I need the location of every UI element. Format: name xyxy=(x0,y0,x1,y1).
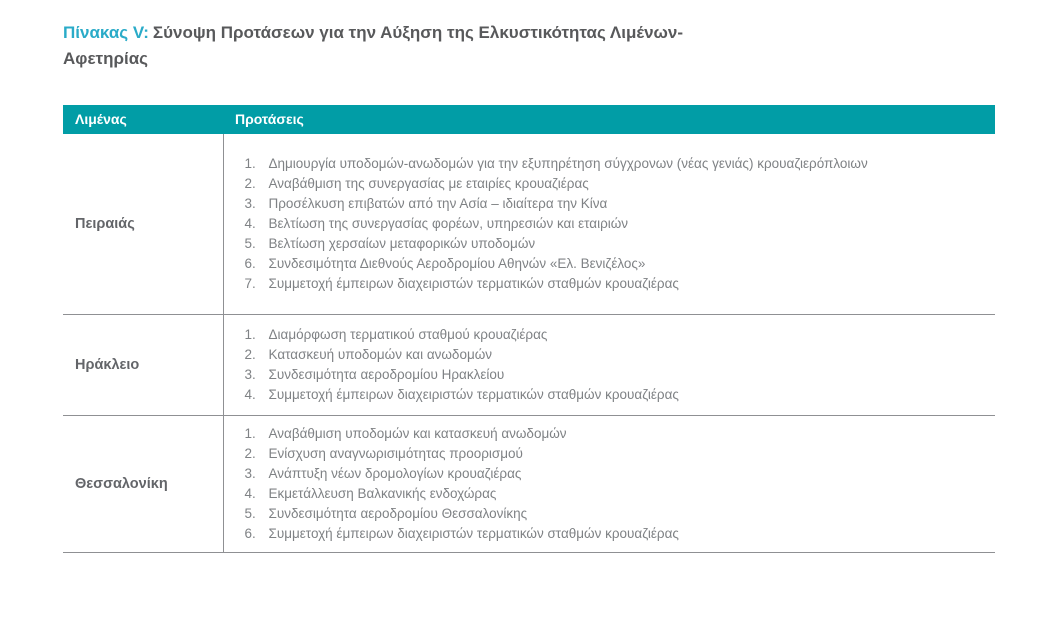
port-cell: Πειραιάς xyxy=(63,134,223,314)
port-cell: Ηράκλειο xyxy=(63,314,223,415)
proposal-item: 1. Διαμόρφωση τερματικού σταθμού κρουαζιέρας xyxy=(260,325,920,345)
proposal-item: 4. Συμμετοχή έμπειρων διαχειριστών τερματικών σταθμών κρουαζιέρας xyxy=(260,385,920,405)
proposal-list xyxy=(224,424,966,544)
proposal-item: 3. Συνδεσιμότητα αεροδρομίου Ηρακλείου xyxy=(260,365,920,385)
proposal-item: 6. Συμμετοχή έμπειρων διαχειριστών τερματικών σταθμών κρουαζιέρας xyxy=(260,524,920,544)
proposal-item: 2. Ενίσχυση αναγνωρισιμότητας προορισμού xyxy=(260,444,920,464)
table-title xyxy=(63,20,753,72)
table-row xyxy=(63,314,995,415)
proposal-list xyxy=(224,325,966,405)
column-header-port: Λιμένας xyxy=(63,105,223,134)
proposal-item: 2. Κατασκευή υποδομών και ανωδομών xyxy=(260,345,920,365)
proposals-cell xyxy=(223,314,995,415)
proposal-item: 3. Ανάπτυξη νέων δρομολογίων κρουαζιέρας xyxy=(260,464,920,484)
table-title-text: Σύνοψη Προτάσεων για την Αύξηση της Ελκυστικότητας Λιμένων-Αφετηρίας xyxy=(63,23,683,68)
proposal-item: 2. Αναβάθμιση της συνεργασίας με εταιρίες κρουαζιέρας xyxy=(260,174,920,194)
proposal-item: 5. Συνδεσιμότητα αεροδρομίου Θεσσαλονίκης xyxy=(260,504,920,524)
proposals-table xyxy=(63,105,995,553)
table-body xyxy=(63,134,995,552)
proposal-item: 4. Βελτίωση της συνεργασίας φορέων, υπηρεσιών και εταιριών xyxy=(260,214,920,234)
table-row xyxy=(63,134,995,314)
proposal-item: 1. Αναβάθμιση υποδομών και κατασκευή ανωδομών xyxy=(260,424,920,444)
table-title-label: Πίνακας V: xyxy=(63,23,149,42)
table-header-row xyxy=(63,105,995,134)
proposal-item: 7. Συμμετοχή έμπειρων διαχειριστών τερματικών σταθμών κρουαζιέρας xyxy=(260,274,920,294)
column-header-proposals: Προτάσεις xyxy=(223,105,995,134)
table-row xyxy=(63,415,995,552)
proposal-list xyxy=(224,154,966,294)
proposal-item: 3. Προσέλκυση επιβατών από την Ασία – ιδιαίτερα την Κίνα xyxy=(260,194,920,214)
proposal-item: 4. Εκμετάλλευση Βαλκανικής ενδοχώρας xyxy=(260,484,920,504)
proposals-cell xyxy=(223,415,995,552)
proposal-item: 5. Βελτίωση χερσαίων μεταφορικών υποδομών xyxy=(260,234,920,254)
proposal-item: 6. Συνδεσιμότητα Διεθνούς Αεροδρομίου Αθηνών «Ελ. Βενιζέλος» xyxy=(260,254,920,274)
port-cell: Θεσσαλονίκη xyxy=(63,415,223,552)
proposals-cell xyxy=(223,134,995,314)
proposal-item: 1. Δημιουργία υποδομών-ανωδομών για την εξυπηρέτηση σύγχρονων (νέας γενιάς) κρουαζιερόπλοιων xyxy=(260,154,920,174)
